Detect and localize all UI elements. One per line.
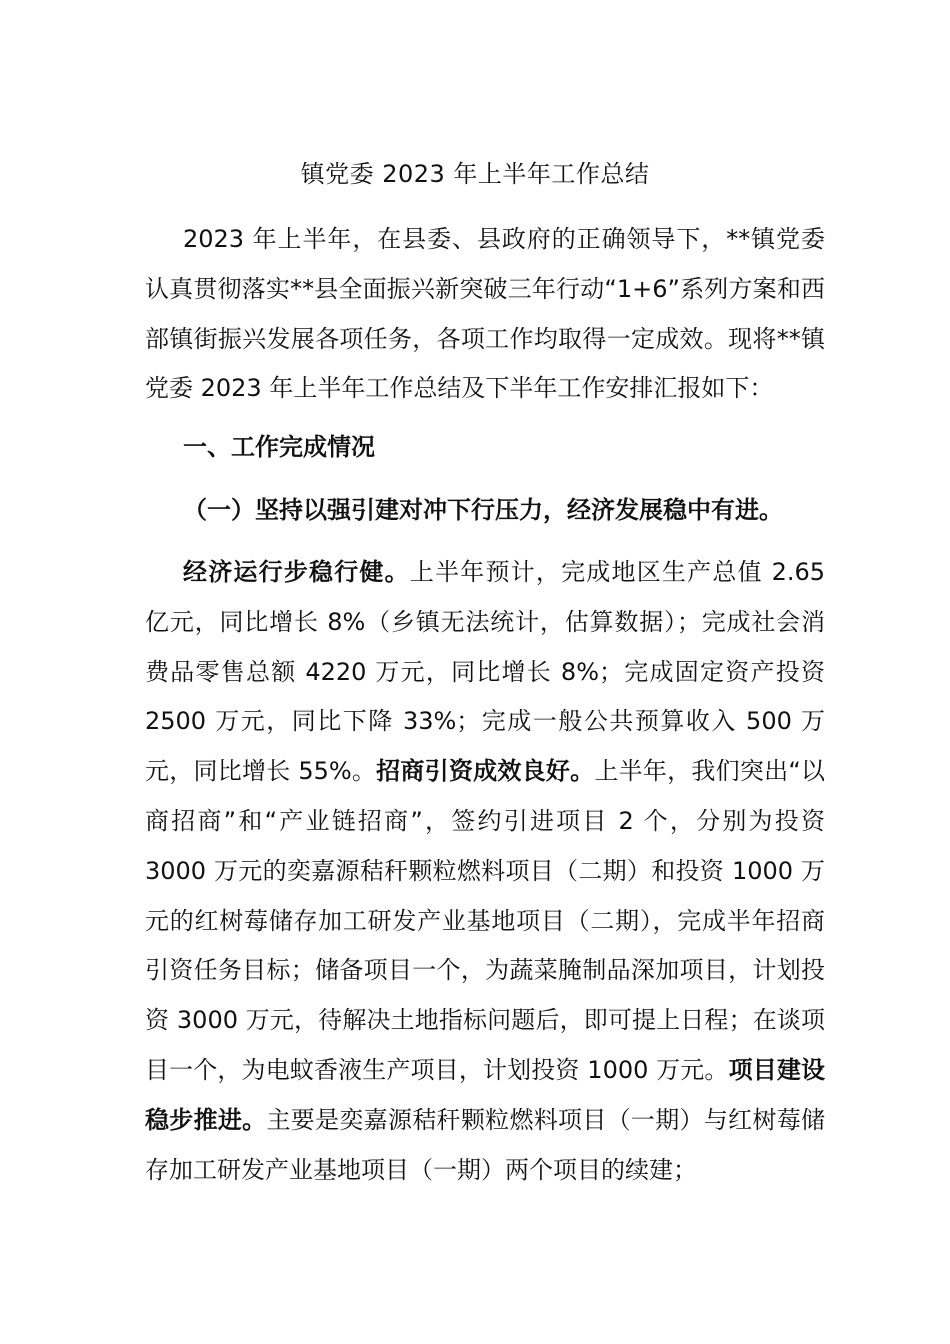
document-title: 镇党委 2023 年上半年工作总结: [300, 160, 650, 188]
intro-paragraph: 2023 年上半年，在县委、县政府的正确领导下，**镇党委认真贯彻落实**县全面振兴新突破三年行动“1+6”系列方案和西部镇街振兴发展各项任务，各项工作均取得一定成效。现将**镇党委 2023 年上半年工作总结及下半年工作安排汇报如下：: [145, 225, 825, 403]
subsection-heading-economy: （一）坚持以强引建对冲下行压力，经济发展稳中有进。: [183, 496, 783, 524]
section-heading-work-completion: 一、工作完成情况: [183, 433, 375, 461]
text-investment-attraction: 上半年，我们突出“以商招商”和“产业链招商”，签约引进项目 2 个，分别为投资 3000 万元的奕嘉源秸秆颗粒燃料项目（二期）和投资 1000 万元的红树莓储存加工研发产业基地项目（二期），完成半年招商引资任务目标；储备项目一个，为蔬菜腌制品深加项目，计划投资 3000 万元，待解决土地指标问题后，即可提上日程；在谈项目一个，为电蚊香液生产项目，计划投资 1000 万元。: [145, 757, 826, 1084]
text-economic-operation: 上半年预计，完成地区生产总值 2.65 亿元，同比增长 8%（乡镇无法统计，估算数据）；完成社会消费品零售总额 4220 万元，同比增长 8%；完成固定资产投资 2500 万元，同比下降 33%；完成一般公共预算收入 500 万元，同比增长 55%。: [145, 558, 826, 786]
text-project-construction: 主要是奕嘉源秸秆颗粒燃料项目（一期）与红树莓储存加工研发产业基地项目（一期）两个项目的续建；: [145, 1105, 826, 1184]
economy-paragraph: [145, 548, 825, 1195]
lead-economic-operation: 经济运行步稳行健。: [183, 558, 410, 586]
lead-investment-attraction: 招商引资成效良好。: [376, 757, 595, 786]
lead-project-construction: 项目建设稳步推进。: [145, 1055, 825, 1134]
